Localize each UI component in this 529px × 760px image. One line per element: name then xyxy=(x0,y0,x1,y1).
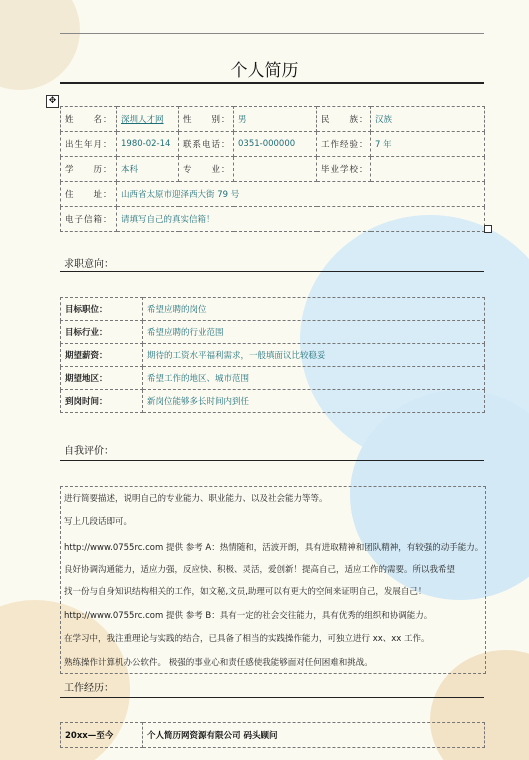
header-rule xyxy=(60,33,484,34)
email-value[interactable]: 请填写自己的真实信箱！ xyxy=(117,207,485,232)
work-detail[interactable]: 个人简历网资源有限公司 码头顾问 xyxy=(143,723,485,748)
intent-value[interactable]: 期待的工资水平福利需求，一般填面议比较稳妥 xyxy=(143,344,485,367)
table-row xyxy=(61,182,485,207)
intent-label: 目标职位： xyxy=(61,298,143,321)
table-row xyxy=(61,132,485,157)
evaluation-line: http://www.0755rc.com 提供 参考 A：热情随和，活波开朗，具有进取精神和团队精神，有较强的动手能力。 xyxy=(64,543,484,553)
table-row xyxy=(61,390,485,413)
intent-label: 期望地区： xyxy=(61,367,143,390)
school-label: 毕业学校： xyxy=(317,157,371,182)
page-title: 个人简历 xyxy=(230,61,299,81)
gender-label: 性 别： xyxy=(179,107,234,132)
table-move-handle-icon[interactable]: ✥ xyxy=(46,95,59,108)
evaluation-line: 在学习中，我注重理论与实践的结合，已具备了相当的实践操作能力，可独立进行 xx、xx 工作。 xyxy=(64,634,430,644)
intent-table xyxy=(60,297,485,413)
title-rule xyxy=(60,82,484,84)
table-row xyxy=(61,107,485,132)
education-label: 学 历： xyxy=(61,157,117,182)
intent-value[interactable]: 希望应聘的岗位 xyxy=(143,298,485,321)
evaluation-heading: 自我评价： xyxy=(64,446,114,457)
experience-label: 工作经验： xyxy=(317,132,371,157)
education-value[interactable]: 本科 xyxy=(117,157,179,182)
ethnicity-value[interactable]: 汉族 xyxy=(371,107,485,132)
intent-value[interactable]: 新岗位能够多长时间内到任 xyxy=(143,390,485,413)
intent-rule xyxy=(60,271,484,272)
phone-label: 联系电话： xyxy=(179,132,234,157)
evaluation-line: 进行简要描述，说明自己的专业能力、职业能力、以及社会能力等等。 xyxy=(64,494,328,504)
major-label: 专 业： xyxy=(179,157,234,182)
experience-value[interactable]: 7 年 xyxy=(371,132,485,157)
phone-value[interactable]: 0351-000000 xyxy=(234,132,317,157)
email-label: 电子信箱： xyxy=(61,207,117,232)
birth-label: 出生年月： xyxy=(61,132,117,157)
name-label: 姓 名： xyxy=(61,107,117,132)
intent-value[interactable]: 希望应聘的行业范围 xyxy=(143,321,485,344)
intent-value[interactable]: 希望工作的地区、城市范围 xyxy=(143,367,485,390)
work-period[interactable]: 20xx—至今 xyxy=(61,723,143,748)
school-value[interactable] xyxy=(371,157,485,182)
evaluation-line: 写上几段话即可。 xyxy=(64,517,133,527)
table-row xyxy=(61,723,485,748)
work-rule xyxy=(60,697,484,698)
name-value[interactable]: 深圳人才网 xyxy=(117,107,179,132)
address-label: 住 址： xyxy=(61,182,117,207)
table-row xyxy=(61,321,485,344)
intent-heading: 求职意向： xyxy=(64,259,114,270)
table-row xyxy=(61,344,485,367)
table-row xyxy=(61,367,485,390)
gender-value[interactable]: 男 xyxy=(234,107,317,132)
intent-label: 到岗时间： xyxy=(61,390,143,413)
table-row xyxy=(61,207,485,232)
intent-label: 目标行业： xyxy=(61,321,143,344)
address-value[interactable]: 山西省太原市迎泽西大街 79 号 xyxy=(117,182,485,207)
table-row xyxy=(61,157,485,182)
ethnicity-label: 民 族： xyxy=(317,107,371,132)
intent-label: 期望薪资： xyxy=(61,344,143,367)
birth-value[interactable]: 1980-02-14 xyxy=(117,132,179,157)
evaluation-line: 熟练操作计算机办公软件。 极强的事业心和责任感使我能够面对任何困难和挑战。 xyxy=(64,658,373,668)
evaluation-line: http://www.0755rc.com 提供 参考 B：具有一定的社会交往能力，具有优秀的组织和协调能力。 xyxy=(64,611,433,621)
major-value[interactable] xyxy=(234,157,317,182)
table-row xyxy=(61,298,485,321)
basic-info-table xyxy=(60,106,485,232)
evaluation-rule xyxy=(60,460,484,461)
table-resize-handle[interactable] xyxy=(484,225,492,233)
evaluation-line: 找一份与自身知识结构相关的工作，如文秘,文员,助理可以有更大的空间来证明自己，发展自己！ xyxy=(64,587,427,597)
work-heading: 工作经历： xyxy=(64,683,114,694)
evaluation-line: 良好协调沟通能力，适应力强，反应快、积极、灵活，爱创新！提高自己，适应工作的需要。所以我希望 xyxy=(64,565,456,575)
work-table xyxy=(60,722,485,748)
